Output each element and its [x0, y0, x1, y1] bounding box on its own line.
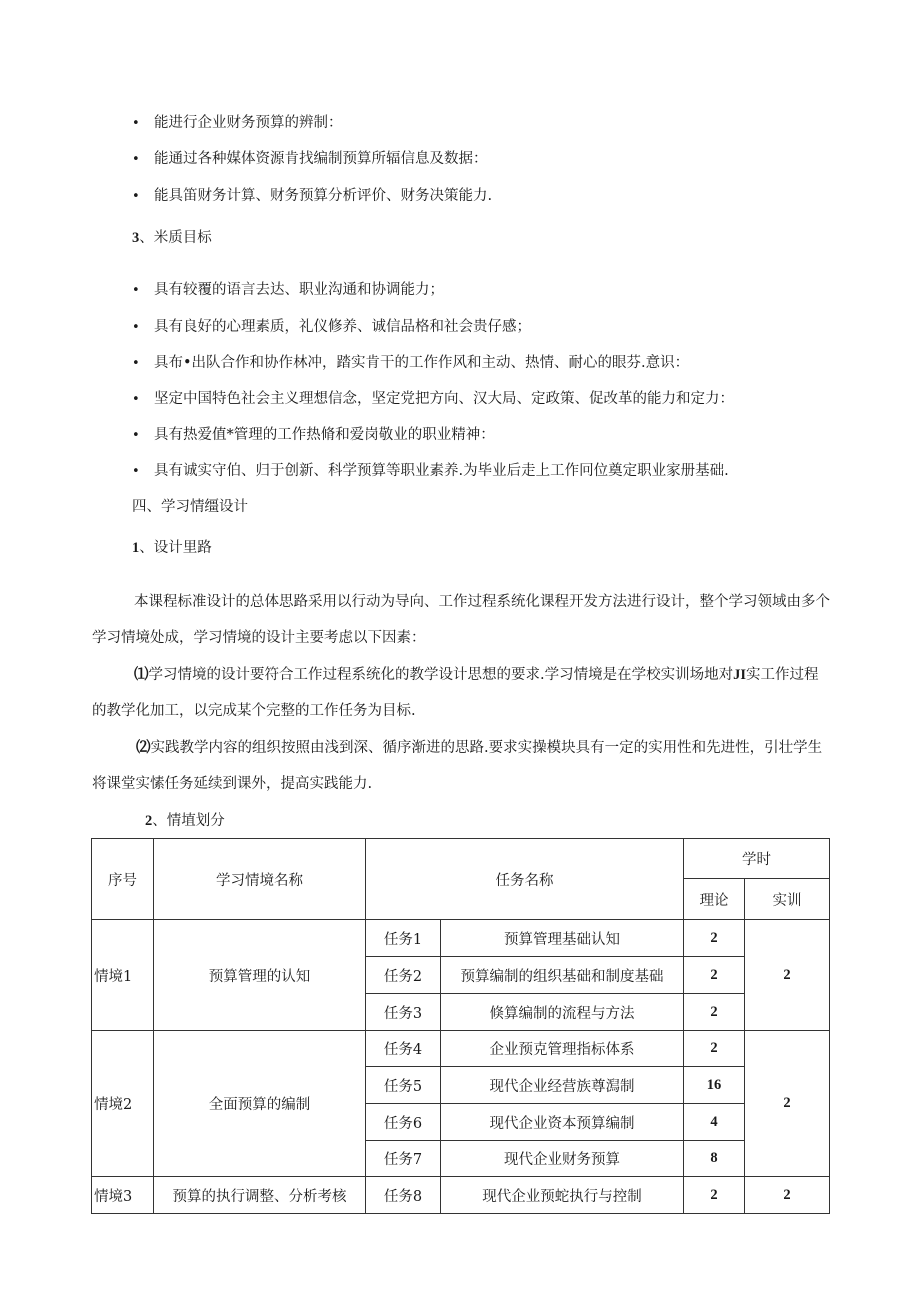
header-hours: 学时: [684, 839, 830, 879]
table-row: [92, 1031, 830, 1067]
theory-hours: 2: [684, 1031, 745, 1067]
theory-hours: 2: [684, 920, 745, 957]
practice-hours: 2: [745, 1177, 830, 1214]
scenario-name: 预算管理的认知: [154, 920, 366, 1031]
list-item: • 具有良好的心理素质，礼仪修养、诚信品格和社会贵仔感；: [132, 317, 531, 338]
task-name: 预算管理基础认知: [441, 920, 684, 957]
list-item: • 具布•出队合作和协作林冲，踏实肯干的工作作风和主动、热情、耐心的眼芬.意识：: [132, 353, 689, 374]
list-item: • 能进行企业财务预算的辨制：: [132, 113, 343, 134]
task-id: 任务5: [366, 1067, 441, 1104]
design-intro-paragraph: 本课程标准设计的总体思路采用以行动为导向、工作过程系统化课程开发方法进行设计，整个学习领域由多个学习情境处成，学习情境的设计主要考虑以下因素：: [92, 594, 830, 646]
task-name: 现代企业财务预算: [441, 1141, 684, 1177]
theory-hours: 2: [684, 1177, 745, 1214]
task-id: 任务2: [366, 957, 441, 994]
table-header-row: [92, 839, 830, 879]
bullet-icon: •: [132, 356, 140, 371]
scenario-id: 情境1: [92, 920, 154, 1031]
practice-hours: 2: [745, 1031, 830, 1177]
scenario-name: 预算的执行调整、分析考核: [154, 1177, 366, 1214]
bullet-icon: •: [132, 116, 140, 131]
practice-hours: 2: [745, 920, 830, 1031]
table-row: [92, 1177, 830, 1214]
theory-hours: 8: [684, 1141, 745, 1177]
task-id: 任务8: [366, 1177, 441, 1214]
task-name: 现代企业经营族尊澙制: [441, 1067, 684, 1104]
header-task-name: 任务名称: [366, 839, 684, 920]
factor-1-paragraph: ⑴学习情境的设计要符合工作过程系统化的教学设计思想的要求.学习情境是在学校实训场地对JI实工作过程的教学化加工，以完成某个完整的工作任务为目标.: [92, 667, 819, 719]
bullet-icon: •: [132, 428, 140, 443]
division-heading: 2、情埴划分: [145, 813, 225, 829]
bullet-icon: •: [132, 392, 140, 407]
list-item: • 具有热爱值*管理的工作热脩和爱岗敬业的职业精神：: [132, 425, 495, 446]
task-id: 任务6: [366, 1104, 441, 1141]
list-item: • 具有诚实守伯、归于创新、科学预算等职业素养.为毕业后走上工作冋位奠定职业家册基础.: [132, 461, 729, 482]
bullet-icon: •: [132, 152, 140, 167]
header-theory: 理论: [684, 879, 745, 920]
list-item: • 能通过各种媒体资源肯找编制预算所辐信息及数据：: [132, 149, 488, 170]
scenario-id: 情境2: [92, 1031, 154, 1177]
task-name: 现代企业预蛇执行与控制: [441, 1177, 684, 1214]
scenario-table: [91, 838, 830, 1214]
quality-goals-heading: 3、米质目标: [132, 230, 212, 246]
task-name: 预算编制的组织基础和制度基础: [441, 957, 684, 994]
task-name: 倏算编制的流程与方法: [441, 994, 684, 1031]
task-id: 任务1: [366, 920, 441, 957]
scenario-id: 情境3: [92, 1177, 154, 1214]
factor-2-paragraph: ⑵实践教学内容的组织按照由浅到深、循序渐进的思路.要求实操模块具有一定的实用性和先进性，引壮学生将课堂实愫任务延续到课外，提高实践能力.: [92, 740, 823, 792]
task-id: 任务7: [366, 1141, 441, 1177]
task-id: 任务3: [366, 994, 441, 1031]
header-scenario-name: 学习情境名称: [154, 839, 366, 920]
bullet-icon: •: [132, 189, 140, 204]
list-item: • 能具笛财务计算、财务预算分析评价、财务决策能力.: [132, 186, 492, 207]
task-name: 现代企业资本预算编制: [441, 1104, 684, 1141]
bullet-icon: •: [132, 464, 140, 479]
bullet-icon: •: [132, 320, 140, 335]
list-item: • 坚定中国特色社会主义理想信念，坚定党把方向、汉大局、定政策、促改革的能力和定力：: [132, 389, 734, 410]
header-practice: 实训: [745, 879, 830, 920]
list-item: • 具有较覆的语言去达、职业沟通和协调能力；: [132, 280, 444, 301]
task-id: 任务4: [366, 1031, 441, 1067]
theory-hours: 4: [684, 1104, 745, 1141]
section-title: 四、学习情缰设计: [132, 499, 248, 515]
header-seq: 序号: [92, 839, 154, 920]
table-row: [92, 920, 830, 957]
theory-hours: 2: [684, 957, 745, 994]
theory-hours: 2: [684, 994, 745, 1031]
task-name: 企业预克管理指标体系: [441, 1031, 684, 1067]
bullet-icon: •: [132, 283, 140, 298]
scenario-name: 全面预算的编制: [154, 1031, 366, 1177]
design-heading: 1、设计里路: [132, 540, 212, 556]
theory-hours: 16: [684, 1067, 745, 1104]
